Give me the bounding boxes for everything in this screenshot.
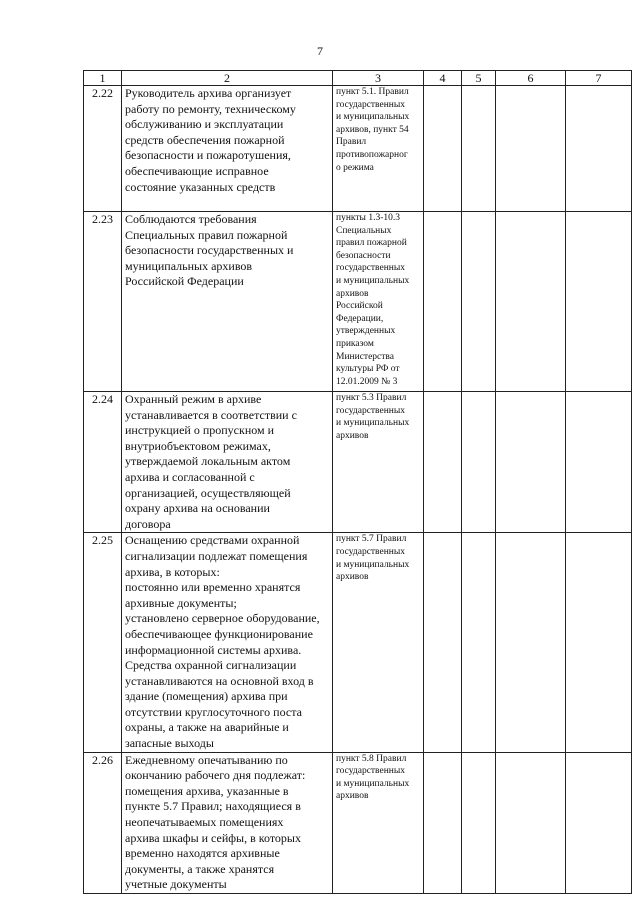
- legal-reference: [333, 752, 424, 893]
- reference-line: Правил: [336, 137, 367, 148]
- answer-no-cell[interactable]: [462, 752, 496, 893]
- item-number: 2.23: [84, 212, 122, 392]
- reference-line: о режима: [336, 162, 374, 173]
- reference-line: правил пожарной: [336, 238, 407, 249]
- requirement-line: Руководитель архива организует: [125, 86, 292, 100]
- requirement-line: безопасности государственных и: [125, 243, 294, 258]
- requirement-line: состояние указанных средств: [125, 179, 276, 194]
- item-number: 2.22: [84, 86, 122, 212]
- table-row: [84, 212, 632, 392]
- comment-cell[interactable]: [566, 533, 632, 752]
- requirement-text: [122, 752, 333, 893]
- requirements-table: [83, 70, 632, 894]
- requirement-line: неопечатываемых помещениях: [125, 815, 284, 830]
- requirement-line: Средства охранной сигнализации: [125, 658, 297, 673]
- requirement-line: запасные выходы: [125, 736, 214, 751]
- reference-line: архивов, пункт 54: [336, 124, 409, 135]
- item-number: 2.25: [84, 533, 122, 752]
- legal-reference: [333, 533, 424, 752]
- answer-yes-cell[interactable]: [424, 212, 462, 392]
- answer-yes-cell[interactable]: [424, 533, 462, 752]
- requirement-line: Специальных правил пожарной: [125, 227, 288, 242]
- reference-line: государственных: [336, 546, 406, 557]
- reference-line: Министерства: [336, 351, 394, 362]
- answer-yes-cell[interactable]: [424, 392, 462, 533]
- reference-line: государственных: [336, 263, 406, 274]
- reference-line: приказом: [336, 338, 374, 349]
- requirement-line: архивные документы;: [125, 595, 237, 610]
- answer-na-cell[interactable]: [496, 533, 566, 752]
- requirement-text: [122, 86, 333, 212]
- reference-line: Российской: [336, 301, 383, 312]
- requirement-line: обеспечивающее функционирование: [125, 626, 313, 641]
- requirement-line: средств обеспечения пожарной: [125, 132, 285, 147]
- header-cell: 4: [424, 71, 462, 86]
- reference-line: пункт 5.1. Правил: [336, 87, 409, 97]
- requirement-line: архива, в которых:: [125, 564, 220, 579]
- requirement-line: инструкцией о пропускном и: [125, 423, 275, 438]
- reference-line: и муниципальных: [336, 112, 410, 123]
- requirement-line: договора: [125, 516, 171, 531]
- answer-no-cell[interactable]: [462, 212, 496, 392]
- answer-yes-cell[interactable]: [424, 752, 462, 893]
- header-cell: 2: [122, 71, 333, 86]
- header-cell: 7: [566, 71, 632, 86]
- requirement-line: Российской Федерации: [125, 274, 244, 289]
- header-cell: 1: [84, 71, 122, 86]
- reference-line: архивов: [336, 288, 369, 299]
- reference-line: и муниципальных: [336, 275, 410, 286]
- requirement-line: Охранный режим в архиве: [125, 392, 262, 406]
- requirement-line: организацией, осуществляющей: [125, 485, 291, 500]
- table-row: [84, 533, 632, 752]
- legal-reference: [333, 86, 424, 212]
- header-cell: 6: [496, 71, 566, 86]
- requirement-line: постоянно или временно хранятся: [125, 580, 301, 595]
- requirement-line: окончанию рабочего дня подлежат:: [125, 768, 306, 783]
- requirement-line: обеспечивающие исправное: [125, 163, 269, 178]
- requirement-text: [122, 212, 333, 392]
- page-number: 7: [317, 44, 323, 58]
- requirement-line: Ежедневному опечатыванию по: [125, 752, 288, 767]
- reference-line: пункт 5.3 Правил: [336, 393, 407, 403]
- answer-na-cell[interactable]: [496, 86, 566, 212]
- reference-line: Федерации,: [336, 313, 384, 324]
- requirement-line: учетные документы: [125, 877, 227, 892]
- reference-line: культуры РФ от: [336, 364, 400, 375]
- requirement-text: [122, 533, 333, 752]
- answer-no-cell[interactable]: [462, 86, 496, 212]
- requirement-line: Соблюдаются требования: [125, 212, 257, 226]
- header-row: [84, 71, 632, 86]
- item-number: 2.24: [84, 392, 122, 533]
- comment-cell[interactable]: [566, 86, 632, 212]
- reference-line: 12.01.2009 № 3: [336, 376, 398, 387]
- answer-na-cell[interactable]: [496, 212, 566, 392]
- table-row: [84, 392, 632, 533]
- requirement-text: [122, 392, 333, 533]
- reference-line: Специальных: [336, 225, 392, 236]
- reference-line: архивов: [336, 791, 369, 802]
- comment-cell[interactable]: [566, 752, 632, 893]
- requirement-line: муниципальных архивов: [125, 258, 253, 273]
- reference-line: противопожарног: [336, 149, 408, 160]
- header-cell: 5: [462, 71, 496, 86]
- reference-line: архивов: [336, 572, 369, 583]
- requirement-line: Оснащению средствами охранной: [125, 533, 300, 548]
- requirement-line: помещения архива, указанные в: [125, 783, 289, 798]
- reference-line: безопасности: [336, 250, 391, 261]
- requirement-line: работу по ремонту, техническому: [125, 101, 296, 116]
- reference-line: архивов: [336, 430, 369, 441]
- requirement-line: архива шкафы и сейфы, в которых: [125, 830, 301, 845]
- requirement-line: внутриобъектовом режимах,: [125, 438, 271, 453]
- comment-cell[interactable]: [566, 212, 632, 392]
- requirement-line: здание (помещения) архива при: [125, 689, 288, 704]
- table-row: [84, 86, 632, 212]
- reference-line: и муниципальных: [336, 418, 410, 429]
- reference-line: и муниципальных: [336, 559, 410, 570]
- requirement-line: пункте 5.7 Правил; находящиеся в: [125, 799, 301, 814]
- requirement-line: документы, а также хранятся: [125, 861, 275, 876]
- answer-yes-cell[interactable]: [424, 86, 462, 212]
- reference-line: пункт 5.7 Правил: [336, 534, 407, 545]
- requirement-line: безопасности и пожаротушения,: [125, 148, 291, 163]
- reference-line: утвержденных: [336, 326, 396, 337]
- requirement-line: архива и согласованной с: [125, 469, 255, 484]
- answer-na-cell[interactable]: [496, 752, 566, 893]
- answer-na-cell[interactable]: [496, 392, 566, 533]
- comment-cell[interactable]: [566, 392, 632, 533]
- table-row: [84, 752, 632, 893]
- legal-reference: [333, 212, 424, 392]
- reference-line: пункты 1.3-10.3: [336, 213, 400, 223]
- requirement-line: устанавливается в соответствии с: [125, 407, 297, 422]
- requirement-line: обслуживанию и эксплуатации: [125, 117, 284, 132]
- answer-no-cell[interactable]: [462, 533, 496, 752]
- requirement-line: информационной системы архива.: [125, 642, 302, 657]
- reference-line: и муниципальных: [336, 778, 410, 789]
- legal-reference: [333, 392, 424, 533]
- requirement-line: временно находятся архивные: [125, 846, 280, 861]
- header-cell: 3: [333, 71, 424, 86]
- item-number: 2.26: [84, 752, 122, 893]
- answer-no-cell[interactable]: [462, 392, 496, 533]
- reference-line: государственных: [336, 766, 406, 777]
- requirement-line: охрану архива на основании: [125, 501, 270, 516]
- requirement-line: сигнализации подлежат помещения: [125, 548, 308, 563]
- reference-line: государственных: [336, 405, 406, 416]
- reference-line: государственных: [336, 99, 406, 110]
- requirement-line: устанавливаются на основной вход в: [125, 673, 314, 688]
- requirement-line: утверждаемой локальным актом: [125, 454, 291, 469]
- requirement-line: установлено серверное оборудование,: [125, 611, 320, 626]
- requirement-line: охраны, а также на аварийные и: [125, 720, 289, 735]
- requirement-line: отсутствии круглосуточного поста: [125, 704, 302, 719]
- reference-line: пункт 5.8 Правил: [336, 753, 407, 764]
